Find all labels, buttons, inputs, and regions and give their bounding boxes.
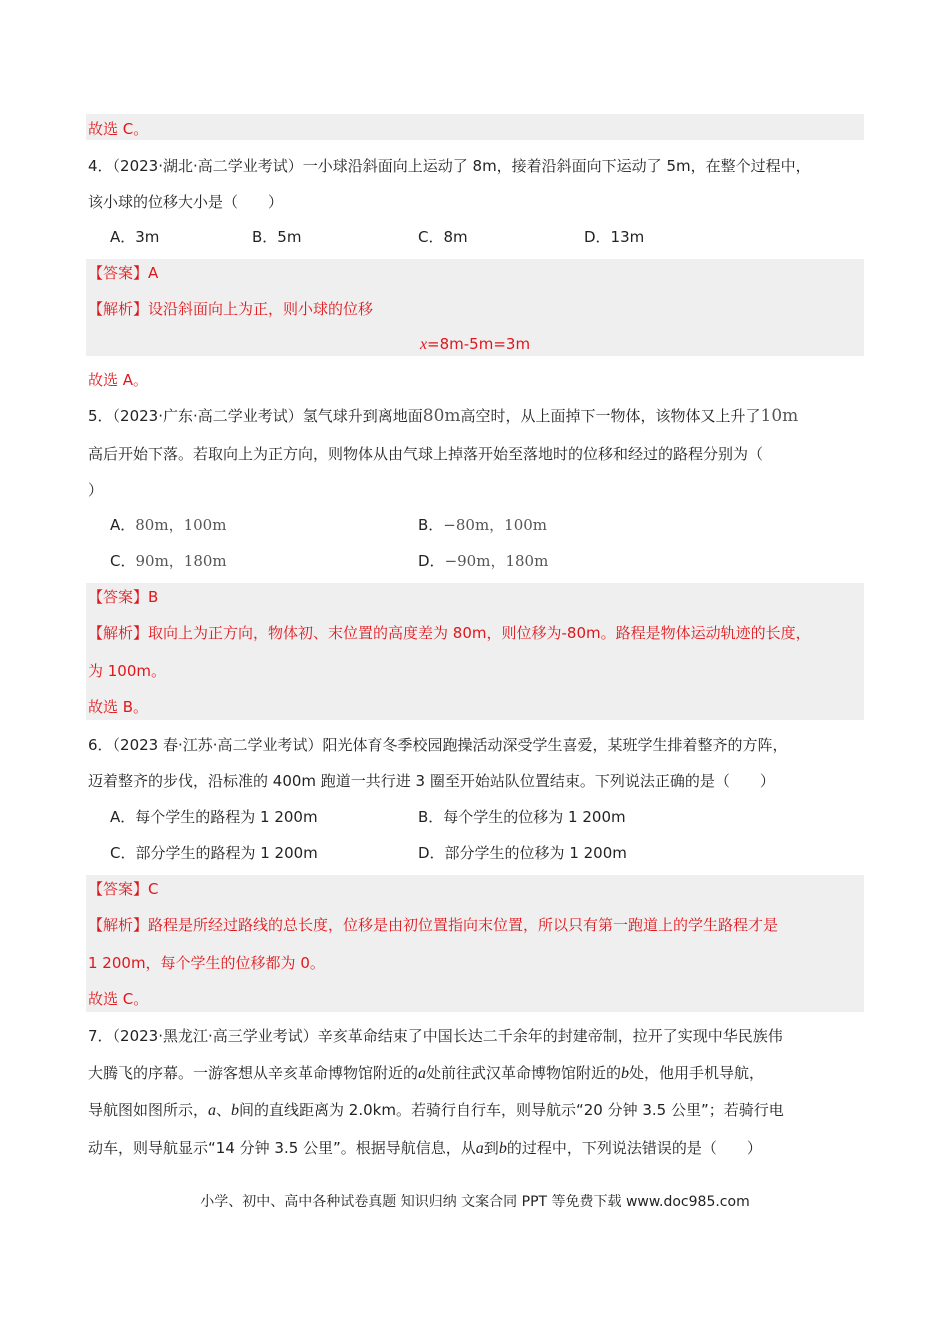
option-label: B． <box>418 516 444 534</box>
q5-option-c <box>110 551 227 571</box>
q6-stem-line1: 6．（2023 春·江苏·高二学业考试）阳光体育冬季校园跑操活动深受学生喜爱，某班学生排着整齐的方阵， <box>88 736 788 754</box>
analysis-text: 路程是所经过路线的总长度，位移是由初位置指向末位置，所以只有第一跑道上的学生路程才是 <box>148 916 779 934</box>
q5-stem-line2: 高后开始下落。若取向上为正方向，则物体从由气球上掉落开始至落地时的位移和经过的路程分别为（ <box>88 445 764 463</box>
option-label: D． <box>418 552 445 570</box>
q6-conclusion: 故选 C。 <box>88 990 149 1008</box>
analysis-tag: 【解析】 <box>88 300 149 318</box>
answer-value: A <box>148 264 159 282</box>
q5-height-value: 80m <box>422 406 461 426</box>
q5-rise-value: 10m <box>760 406 799 426</box>
q7-text: 间的直线距离为 2.0km。若骑行自行车，则导航示“20 分钟 3.5 公里”；若骑行电 <box>239 1101 784 1119</box>
option-value: −90m，180m <box>444 552 549 570</box>
q7-stem-line3 <box>88 1100 784 1121</box>
q7-text: 的过程中，下列说法错误的是（ ） <box>506 1139 762 1157</box>
answer-tag: 【答案】 <box>88 588 149 606</box>
point-a: a <box>208 1102 217 1119</box>
q7-text: 、 <box>216 1101 232 1119</box>
q5-stem-line3: ） <box>88 481 104 499</box>
option-label: C． <box>110 552 136 570</box>
answer-value: C <box>148 880 159 898</box>
analysis-text: 设沿斜面向上为正，则小球的位移 <box>148 300 374 318</box>
q6-analysis-line2: 1 200m，每个学生的位移都为 0。 <box>88 954 325 972</box>
formula-variable: x <box>419 336 428 353</box>
analysis-tag: 【解析】 <box>88 624 149 642</box>
q5-conclusion: 故选 B。 <box>88 698 149 716</box>
q7-stem-line1: 7．（2023·黑龙江·高三学业考试）辛亥革命结束了中国长达二千余年的封建帝制，拉开了实现中华民族伟 <box>88 1027 783 1045</box>
q7-text: 处前往武汉革命博物馆附近的 <box>426 1064 622 1082</box>
q5-text-b: 高空时，从上面掉下一物体，该物体又上升了 <box>460 407 761 425</box>
q4-option-a: A．3m <box>110 228 160 246</box>
q5-stem-line1 <box>88 406 798 426</box>
answer-value: B <box>148 588 159 606</box>
q4-option-c: C．8m <box>418 228 468 246</box>
q6-answer-block <box>86 875 864 1012</box>
q7-text: 导航图如图所示， <box>88 1101 209 1119</box>
q5-answer <box>88 587 158 607</box>
point-a: a <box>475 1140 484 1157</box>
formula-expression: =8m-5m=3m <box>427 335 531 353</box>
q4-analysis <box>88 299 373 319</box>
q5-analysis-line1 <box>88 623 811 643</box>
q5-option-a <box>110 515 226 535</box>
q6-stem-line2: 迈着整齐的步伐，沿标准的 400m 跑道一共行进 3 圈至开始站队位置结束。下列说法正确的是（ ） <box>88 772 775 790</box>
q4-option-d: D．13m <box>584 228 645 246</box>
q4-stem-line1: 4．（2023·湖北·高二学业考试）一小球沿斜面向上运动了 8m，接着沿斜面向下运动了 5m，在整个过程中， <box>88 157 811 175</box>
point-b: b <box>231 1102 240 1119</box>
prev-conclusion: 故选 C。 <box>88 120 149 138</box>
q7-text: 动车，则导航显示“14 分钟 3.5 公里”。根据导航信息，从 <box>88 1139 476 1157</box>
q7-stem-line4 <box>88 1138 762 1159</box>
q4-option-b: B．5m <box>252 228 302 246</box>
q4-answer <box>88 263 158 283</box>
q5-option-b <box>418 515 547 535</box>
q5-answer-block <box>86 583 864 720</box>
q6-option-c: C．部分学生的路程为 1 200m <box>110 844 318 862</box>
answer-tag: 【答案】 <box>88 264 149 282</box>
q6-option-a: A．每个学生的路程为 1 200m <box>110 808 318 826</box>
q4-formula <box>86 334 864 355</box>
q4-stem-line2: 该小球的位移大小是（ ） <box>88 193 284 211</box>
option-value: 80m，100m <box>135 516 227 534</box>
option-value: −80m，100m <box>443 516 548 534</box>
q7-text: 大腾飞的序幕。一游客想从辛亥革命博物馆附近的 <box>88 1064 419 1082</box>
q6-option-b: B．每个学生的位移为 1 200m <box>418 808 626 826</box>
point-a: a <box>418 1065 427 1082</box>
point-b: b <box>621 1065 630 1082</box>
q6-option-d: D．部分学生的位移为 1 200m <box>418 844 627 862</box>
q7-stem-line2 <box>88 1063 764 1084</box>
q5-analysis-line2: 为 100m。 <box>88 662 167 680</box>
option-label: A． <box>110 516 136 534</box>
analysis-text: 取向上为正方向，物体初、末位置的高度差为 80m，则位移为-80m。路程是物体运动轨迹的长度， <box>148 624 811 642</box>
q5-text-a: 5．（2023·广东·高二学业考试）氢气球升到离地面 <box>88 407 423 425</box>
option-value: 90m，180m <box>135 552 227 570</box>
answer-tag: 【答案】 <box>88 880 149 898</box>
prev-answer-block <box>86 114 864 140</box>
q4-conclusion: 故选 A。 <box>88 371 149 389</box>
analysis-tag: 【解析】 <box>88 916 149 934</box>
page-footer: 小学、初中、高中各种试卷真题 知识归纳 文案合同 PPT 等免费下载 www.doc985.com <box>200 1194 750 1210</box>
q6-answer <box>88 879 159 899</box>
point-b: b <box>498 1140 507 1157</box>
q6-analysis-line1 <box>88 915 778 935</box>
q5-option-d <box>418 551 548 571</box>
q7-text: 到 <box>483 1139 499 1157</box>
q7-text: 处，他用手机导航， <box>629 1064 765 1082</box>
